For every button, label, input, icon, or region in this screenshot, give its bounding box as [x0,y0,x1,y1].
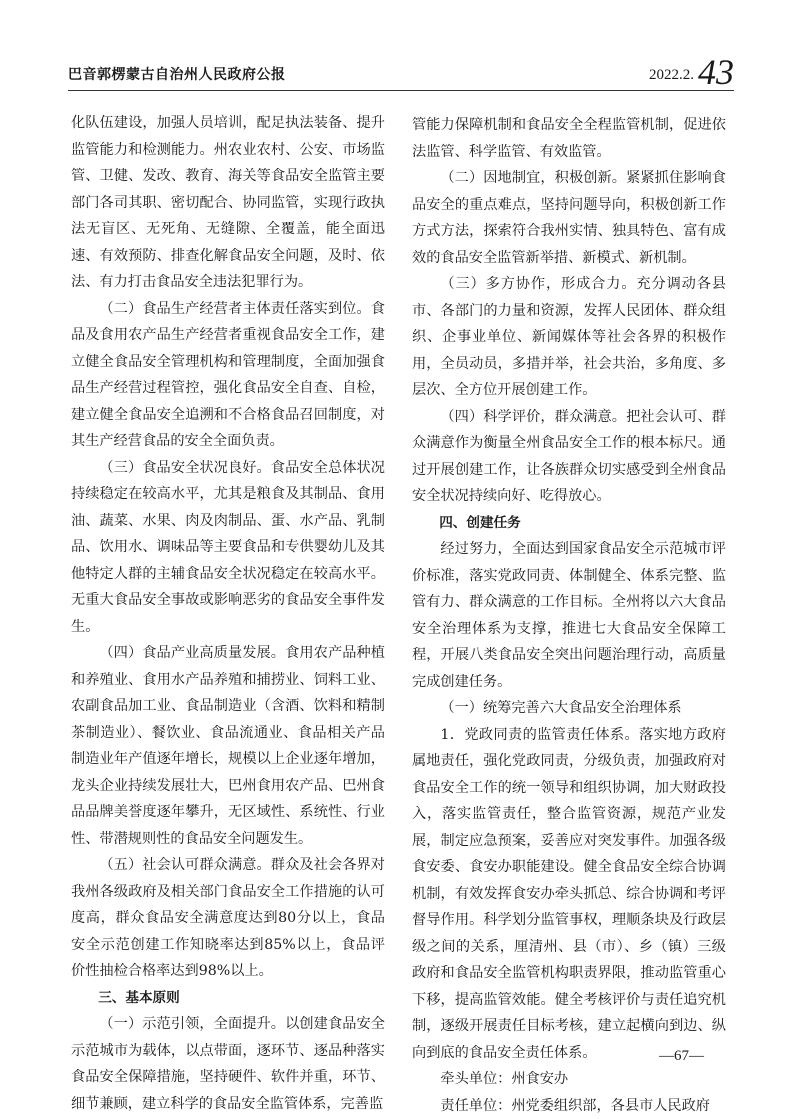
paragraph: 经过努力，全面达到国家食品安全示范城市评价标准，落实党政同责、体制健全、体系完整、监管有力、群众满意的工作目标。全州将以六大食品安全治理体系为支撑，推进七大食品安全保障工程，开展八类食品安全突出问题治理行动，高质量完成创建任务。 [412,536,726,695]
page-header [68,50,734,88]
header-rule [68,90,734,91]
subsection-heading: （一）统筹完善六大食品安全治理体系 [412,695,726,722]
paragraph: （二）食品生产经营者主体责任落实到位。食品及食用农产品生产经营者重视食品安全工作，建立健全食品安全管理机构和管理制度，全面加强食品生产经营过程管控，强化食品安全自查、自检，建立健全食品安全追溯和不合格食品召回制度，对其生产经营食品的安全全面负责。 [71,296,385,455]
page-number: —67— [659,1048,704,1065]
paragraph: （三）多方协作，形成合力。充分调动各县市、各部门的力量和资源，发挥人民团体、群众组织、企事业单位、新闻媒体等社会各界的积极作用，全员动员，多措并举，社会共治，多角度、多层次、全方位开展创建工作。 [412,271,726,404]
paragraph: 管能力保障机制和食品安全全程监管机制，促进依法监管、科学监管、有效监管。 [412,112,726,165]
paragraph: 1．党政同责的监管责任体系。落实地方政府属地责任，强化党政同责，分级负责，加强政府对食品安全工作的统一领导和组织协调，加大财政投入，落实监管责任，整合监管资源，规范产业发展，制定应急预案，妥善应对突发事件。加强各级食安委、食安办职能建设。健全食品安全综合协调机制，有效发挥食安办牵头抓总、综合协调和考评督导作用。科学划分监管事权，理顺条块及行政层级之间的关系，厘清州、县（市）、乡（镇）三级政府和食品安全监管机构职责界限，推动监管重心下移，提高监管效能。健全考核评价与责任追究机制，逐级开展责任目标考核，建立起横向到边、纵向到底的食品安全责任体系。 [412,722,726,1067]
section-heading: 三、基本原则 [71,985,385,1012]
paragraph: （一）示范引领，全面提升。以创建食品安全示范城市为载体，以点带面，逐环节、逐品种落实食品安全保障措施，坚持硬件、软件并重，环节、细节兼顾，建立科学的食品安全监管体系，完善监 [71,1011,385,1117]
paragraph: 化队伍建设，加强人员培训，配足执法装备、提升监管能力和检测能力。州农业农村、公安、市场监管、卫健、发改、教育、海关等食品安全监管主要部门各司其职、密切配合、协同监管，实现行政执法无盲区、无死角、无缝隙、全覆盖，能全面迅速、有效预防、排查化解食品安全问题，及时、依法、有力打击食品安全违法犯罪行为。 [71,110,385,296]
issue-date: 2022.2. [649,67,694,84]
paragraph: （四）食品产业高质量发展。食用农产品种植和养殖业、食用水产品养殖和捕捞业、饲料工业、农副食品加工业、食品制造业（含酒、饮料和精制茶制造业）、餐饮业、食品流通业、食品相关产品制造业年产值逐年增长，规模以上企业逐年增加，龙头企业持续发展壮大，巴州食用农产品、巴州食品品牌美誉度逐年攀升，无区域性、系统性、行业性、带潜规则性的食品安全问题发生。 [71,640,385,852]
responsible-unit-line: 责任单位：州党委组织部，各县市人民政府 [412,1093,726,1119]
left-column [71,110,385,1117]
section-heading: 四、创建任务 [412,510,726,537]
paragraph: （二）因地制宜，积极创新。紧紧抓住影响食品安全的重点难点，坚持问题导向，积极创新工作方式方法，探索符合我州实情、独具特色、富有成效的食品安全监管新举措、新模式、新机制。 [412,165,726,271]
publication-title: 巴音郭楞蒙古自治州人民政府公报 [68,64,286,84]
right-column [412,112,726,1119]
paragraph: （三）食品安全状况良好。食品安全总体状况持续稳定在较高水平，尤其是粮食及其制品、食用油、蔬菜、水果、肉及肉制品、蛋、水产品、乳制品、饮用水、调味品等主要食品和专供婴幼儿及其他特定人群的主辅食品安全状况稳定在较高水平。无重大食品安全事故或影响恶劣的食品安全事件发生。 [71,455,385,641]
issue-page-number: 43 [698,54,734,90]
paragraph: （四）科学评价，群众满意。把社会认可、群众满意作为衡量全州食品安全工作的根本标尺。通过开展创建工作，让各族群众切实感受到全州食品安全状况持续向好、吃得放心。 [412,404,726,510]
lead-unit-line: 牵头单位：州食安办 [412,1066,726,1093]
paragraph: （五）社会认可群众满意。群众及社会各界对我州各级政府及相关部门食品安全工作措施的认可度高，群众食品安全满意度达到80分以上，食品安全示范创建工作知晓率达到85%以上，食品评价性抽检合格率达到98%以上。 [71,852,385,985]
